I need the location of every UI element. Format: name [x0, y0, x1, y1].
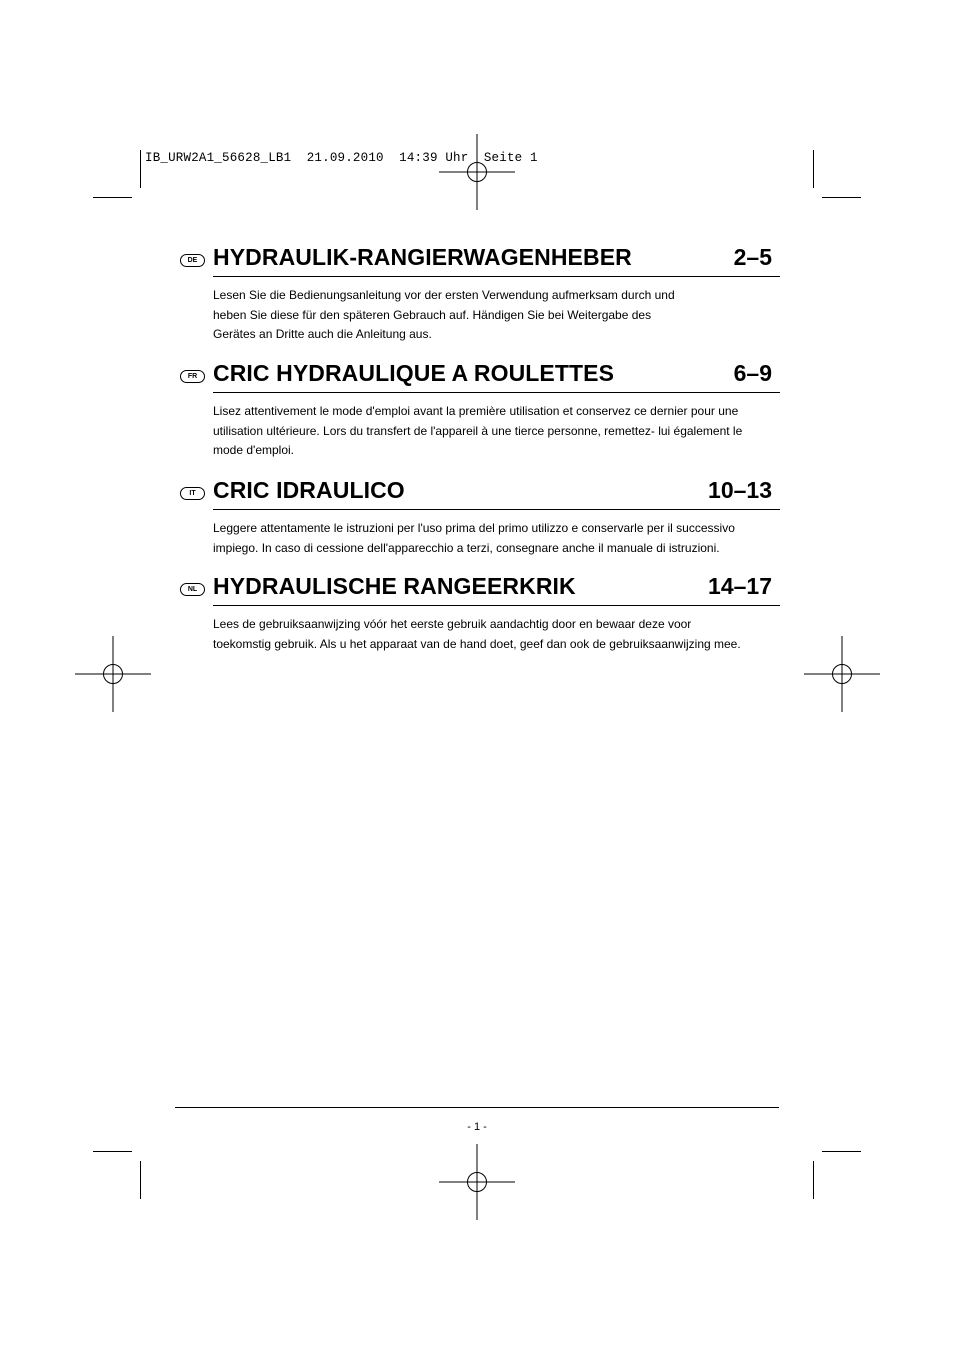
section-nl	[180, 572, 780, 654]
section-heading	[180, 359, 780, 393]
section-de	[180, 243, 780, 345]
page-range: 6–9	[733, 360, 772, 386]
language-badge: NL	[180, 583, 205, 596]
section-title: HYDRAULISCHE RANGEERKRIK	[213, 573, 576, 599]
crop-mark-bottom-left-horizontal	[93, 1151, 132, 1152]
section-title: CRIC IDRAULICO	[213, 477, 405, 503]
language-badge: IT	[180, 487, 205, 500]
section-title: HYDRAULIK-RANGIERWAGENHEBER	[213, 244, 632, 270]
section-description: Leggere attentamente le istruzioni per l'uso prima del primo utilizzo e conservarle per il successivo impiego. In caso di cessione dell'apparecchio a terzi, consegnare anche il manuale di istruzioni.	[213, 521, 735, 555]
section-heading	[180, 476, 780, 510]
registration-mark-left-icon	[75, 636, 151, 712]
section-description: Lesen Sie die Bedienungsanleitung vor der ersten Verwendung aufmerksam durch und heben Sie diese für den späteren Gebrauch auf. Händigen Sie bei Weitergabe des Gerätes an Dritte auch die Anleitung aus.	[213, 288, 675, 341]
crop-mark-bottom-right-vertical	[813, 1161, 814, 1199]
page-number: - 1 -	[467, 1121, 487, 1133]
section-description: Lees de gebruiksaanwijzing vóór het eerste gebruik aandachtig door en bewaar deze voor toekomstig gebruik. Als u het apparaat van de hand doet, geef dan ook de gebruiksaanwijzing mee.	[213, 617, 741, 651]
crop-mark-bottom-left-vertical	[140, 1161, 141, 1199]
crop-mark-bottom-right-horizontal	[822, 1151, 861, 1152]
registration-mark-right-icon	[804, 636, 880, 712]
heading-rule	[213, 572, 780, 606]
page-range: 14–17	[708, 573, 772, 599]
section-it	[180, 476, 780, 558]
section-heading	[180, 572, 780, 606]
heading-rule	[213, 243, 780, 277]
language-badge: FR	[180, 370, 205, 383]
section-description: Lisez attentivement le mode d'emploi avant la première utilisation et conservez ce dernier pour une utilisation ultérieure. Lors du transfert de l'appareil à une tierce personne, remettez- lui également le mode d'emploi.	[213, 404, 743, 457]
footer-rule	[175, 1107, 779, 1108]
language-badge: DE	[180, 254, 205, 267]
crop-mark-top-left-horizontal	[93, 197, 132, 198]
page-range: 10–13	[708, 477, 772, 503]
section-heading	[180, 243, 780, 277]
section-title: CRIC HYDRAULIQUE A ROULETTES	[213, 360, 615, 386]
registration-mark-top-icon	[439, 134, 515, 210]
crop-mark-top-right-horizontal	[822, 197, 861, 198]
crop-mark-top-right-vertical	[813, 150, 814, 188]
section-fr	[180, 359, 780, 461]
heading-rule	[213, 476, 780, 510]
crop-mark-top-left-vertical	[140, 150, 141, 188]
registration-mark-bottom-icon	[439, 1144, 515, 1220]
page-range: 2–5	[733, 244, 772, 270]
print-slug: IB_URW2A1_56628_LB1 21.09.2010 14:39 Uhr Seite 1	[145, 151, 538, 165]
heading-rule	[213, 359, 780, 393]
